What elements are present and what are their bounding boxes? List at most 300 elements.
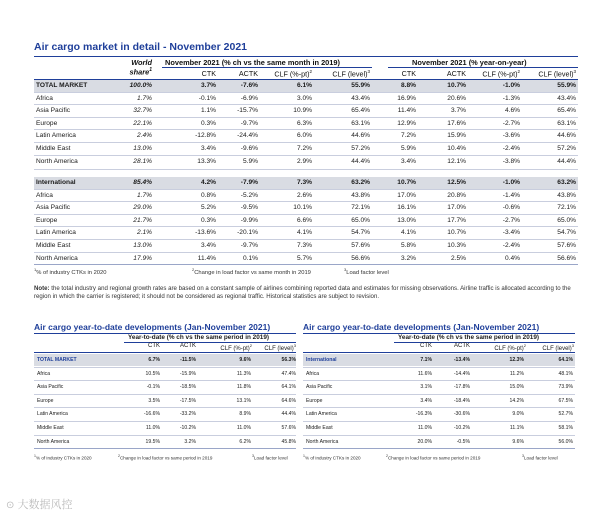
row-value-cell: 57.2% <box>351 145 370 152</box>
ytd-row-region-label: North America <box>306 438 339 445</box>
ytd-row-value-cell: -15.9% <box>179 370 196 377</box>
row-value-cell: 72.1% <box>557 204 576 212</box>
ytd-row-value-cell: -0.1% <box>146 384 160 391</box>
row-world-share: 13.0% <box>133 145 152 152</box>
group1-underline <box>162 67 372 68</box>
ytd-row-value-cell: 11.1% <box>509 425 524 431</box>
row-region-label: Latin America <box>36 229 76 237</box>
ytd-right-col-ctk: CTK <box>420 343 432 349</box>
row-value-cell: 0.4% <box>504 254 520 262</box>
col-actk-2: ACTK <box>446 69 466 78</box>
ytd-row-value-cell: 3.4% <box>420 397 432 404</box>
section-gap-rule <box>34 169 578 170</box>
ytd-row-separator <box>34 380 296 381</box>
ytd-row-value-cell: 11.3% <box>236 370 251 377</box>
ytd-row-value-cell: 19.5% <box>145 438 160 445</box>
ytd-left-footnote-2-text: Change in load factor vs same period in 2019 <box>119 455 213 461</box>
row-value-cell: -5.2% <box>240 191 258 199</box>
ytd-row-value-cell: 67.5% <box>558 397 573 404</box>
row-world-share: 100.0% <box>129 82 152 89</box>
ytd-row-value-cell: -10.2% <box>453 425 470 431</box>
ytd-right-col-clfpt <box>474 343 526 352</box>
ytd-right-header-rule <box>303 352 575 353</box>
col-clflvl-2-sup: 3 <box>573 69 576 74</box>
ytd-row-value-cell: 11.0% <box>145 425 160 431</box>
row-value-cell: 10.7% <box>397 179 416 186</box>
row-separator <box>34 142 578 143</box>
row-value-cell: -0.6% <box>502 204 520 212</box>
row-value-cell: 5.9% <box>242 157 258 165</box>
ytd-row-value-cell: 6.7% <box>148 357 160 363</box>
ytd-row-separator <box>303 394 575 395</box>
row-value-cell: -20.1% <box>237 229 258 237</box>
row-value-cell: -9.5% <box>240 204 258 212</box>
main-table-title: Air cargo market in detail - November 2021 <box>34 41 247 53</box>
row-separator <box>34 189 578 190</box>
row-value-cell: 10.1% <box>293 204 312 212</box>
col-clflvl-1 <box>318 69 370 78</box>
row-value-cell: 12.5% <box>447 179 466 186</box>
ytd-row-separator <box>303 435 575 436</box>
row-world-share: 21.7% <box>133 216 152 224</box>
row-value-cell: 7.2% <box>400 132 416 140</box>
ytd-right-foot-rule <box>303 448 575 449</box>
ytd-left-footnote-3: $^3$Load factor level <box>252 454 288 461</box>
ytd-row-region-label: Africa <box>306 370 320 377</box>
row-value-cell: -1.4% <box>502 191 520 199</box>
col-ctk-1: CTK <box>201 69 216 78</box>
row-value-cell: 4.1% <box>296 229 312 237</box>
row-value-cell: 10.3% <box>447 242 466 249</box>
row-value-cell: 55.9% <box>557 82 576 89</box>
row-value-cell: 72.1% <box>351 204 370 212</box>
row-separator <box>34 239 578 240</box>
row-separator <box>34 104 578 105</box>
footnote-3: $^3$Load factor level <box>344 267 389 276</box>
row-value-cell: 2.9% <box>296 157 312 165</box>
ytd-right-col-actk: ACTK <box>453 343 470 349</box>
row-region-label: International <box>36 179 76 186</box>
row-world-share: 29.0% <box>133 204 152 212</box>
ytd-left-header-rule <box>34 352 296 353</box>
row-region-label: Africa <box>36 191 53 199</box>
row-value-cell: 6.0% <box>296 132 312 140</box>
world-share-text: share <box>129 67 150 77</box>
row-value-cell: 44.6% <box>557 132 576 140</box>
row-value-cell: 57.6% <box>557 242 576 249</box>
row-separator <box>34 214 578 215</box>
ytd-left-footnote-1-text: % of industry CTKs in 2020 <box>35 455 92 461</box>
ytd-row-region-label: Africa <box>37 370 51 377</box>
row-value-cell: -9.7% <box>240 242 258 249</box>
row-separator <box>34 155 578 156</box>
ytd-row-value-cell: 45.8% <box>281 438 296 445</box>
row-value-cell: 17.6% <box>447 119 466 127</box>
row-value-cell: -6.9% <box>240 94 258 102</box>
row-value-cell: 12.1% <box>447 157 466 165</box>
row-value-cell: 65.4% <box>351 107 370 115</box>
row-value-cell: 7.2% <box>296 145 312 152</box>
row-value-cell: 55.9% <box>351 82 370 89</box>
row-world-share: 1.7% <box>136 94 152 102</box>
ytd-right-title: Air cargo year-to-date developments (Jan-November 2021) <box>303 322 540 332</box>
row-value-cell: 5.2% <box>200 204 216 212</box>
row-value-cell: -3.8% <box>502 157 520 165</box>
ytd-row-region-label: Middle East <box>37 425 64 431</box>
note-text: the total industry and regional growth rates are based on a constant sample of airlines combining reported data and estimates for missing observations. Airline traffic is allocated according to the region in which the carrier is registered; it should not be considered as regional traffic. Historical statistics are subject to revision. <box>34 285 571 300</box>
ytd-row-region-label: Latin America <box>37 411 68 418</box>
col-clfpt-1-text: CLF (%-pt) <box>274 69 310 79</box>
row-value-cell: 7.3% <box>296 179 312 186</box>
ytd-row-value-cell: -13.4% <box>453 357 470 363</box>
row-value-cell: -3.6% <box>502 132 520 140</box>
row-value-cell: -13.6% <box>195 229 216 237</box>
ytd-row-region-label: Asia Pacific <box>306 384 333 391</box>
ytd-row-region-label: Middle East <box>306 425 333 431</box>
row-value-cell: 11.4% <box>197 254 216 262</box>
ytd-row-value-cell: 6.2% <box>239 438 251 445</box>
row-value-cell: 0.8% <box>200 191 216 199</box>
row-value-cell: 63.2% <box>557 179 576 186</box>
ytd-row-value-cell: 64.1% <box>558 357 573 363</box>
footnote-rule <box>34 264 578 265</box>
ytd-left-footnote-3-text: Load factor level <box>253 455 288 461</box>
row-value-cell: 5.8% <box>400 242 416 249</box>
ytd-row-separator <box>34 394 296 395</box>
row-value-cell: 2.6% <box>296 191 312 199</box>
row-value-cell: 65.0% <box>557 216 576 224</box>
ytd-left-footnote-1: $^1$% of industry CTKs in 2020 <box>34 454 92 461</box>
row-separator <box>34 92 578 93</box>
row-value-cell: 63.1% <box>351 119 370 127</box>
ytd-row-value-cell: 44.4% <box>281 411 296 418</box>
row-value-cell: 3.4% <box>200 242 216 249</box>
row-value-cell: -9.9% <box>240 216 258 224</box>
ytd-row-value-cell: 73.9% <box>558 384 573 391</box>
ytd-row-value-cell: 48.1% <box>558 370 573 377</box>
row-value-cell: 43.4% <box>351 94 370 102</box>
ytd-row-value-cell: 64.1% <box>281 384 296 391</box>
ytd-row-value-cell: 57.6% <box>281 425 296 431</box>
row-value-cell: 54.7% <box>351 229 370 237</box>
ytd-row-separator <box>303 380 575 381</box>
watermark <box>6 496 72 512</box>
ytd-row-value-cell: -33.2% <box>179 411 196 418</box>
ytd-row-value-cell: -11.5% <box>180 357 196 363</box>
note-paragraph <box>34 285 582 301</box>
row-value-cell: 20.8% <box>447 191 466 199</box>
ytd-row-value-cell: 3.2% <box>184 438 196 445</box>
row-region-label: TOTAL MARKET <box>36 82 88 89</box>
row-value-cell: 56.6% <box>351 254 370 262</box>
row-separator <box>34 226 578 227</box>
col-clfpt-2-text: CLF (%-pt) <box>482 69 518 79</box>
ytd-row-value-cell: 52.7% <box>558 411 573 418</box>
ytd-left-col-clflvl <box>248 343 296 352</box>
col-clflvl-2 <box>522 69 576 78</box>
row-value-cell: 6.1% <box>296 82 312 89</box>
row-value-cell: 5.7% <box>296 254 312 262</box>
row-value-cell: 0.3% <box>200 216 216 224</box>
ytd-row-value-cell: 11.6% <box>417 370 432 377</box>
ytd-left-col-clfpt-sup: 2 <box>249 343 252 348</box>
row-value-cell: 2.5% <box>450 254 466 262</box>
ytd-left-title: Air cargo year-to-date developments (Jan-November 2021) <box>34 322 271 332</box>
row-value-cell: 4.2% <box>200 179 216 186</box>
ytd-row-value-cell: 11.8% <box>236 384 251 391</box>
group2-header: November 2021 (% year-on-year) <box>412 58 527 67</box>
row-value-cell: 13.0% <box>397 216 416 224</box>
ytd-right-col-clflvl-sup: 3 <box>571 343 574 348</box>
row-separator <box>34 117 578 118</box>
row-world-share: 85.4% <box>133 179 152 186</box>
watermark-text: 大数据风控 <box>17 499 73 511</box>
ytd-row-value-cell: 13.1% <box>236 397 251 404</box>
row-value-cell: -2.7% <box>502 119 520 127</box>
col-actk-1: ACTK <box>238 69 258 78</box>
row-region-label: Middle East <box>36 145 71 152</box>
row-value-cell: -9.6% <box>240 145 258 152</box>
world-share-label: World <box>131 58 152 67</box>
ytd-row-separator <box>34 367 296 368</box>
row-value-cell: 17.0% <box>397 191 416 199</box>
row-value-cell: 43.8% <box>351 191 370 199</box>
row-value-cell: 13.3% <box>197 157 216 165</box>
ytd-row-separator <box>303 407 575 408</box>
col-clfpt-1-sup: 2 <box>309 69 312 74</box>
ytd-row-value-cell: 10.5% <box>145 370 160 377</box>
row-world-share: 17.9% <box>133 254 152 262</box>
row-value-cell: -7.6% <box>240 82 258 89</box>
row-value-cell: 56.6% <box>557 254 576 262</box>
row-value-cell: 6.6% <box>296 216 312 224</box>
ytd-row-value-cell: 56.0% <box>558 438 573 445</box>
ytd-left-footnote-2: $^2$Change in load factor vs same period in 2019 <box>118 454 213 461</box>
row-value-cell: 10.9% <box>293 107 312 115</box>
ytd-row-value-cell: 15.0% <box>509 384 524 391</box>
row-value-cell: 17.7% <box>447 216 466 224</box>
row-value-cell: -1.0% <box>502 179 520 186</box>
ytd-row-value-cell: 14.2% <box>509 397 524 404</box>
ytd-row-separator <box>34 421 296 422</box>
ytd-row-value-cell: 9.0% <box>512 411 524 418</box>
ytd-row-region-label: Europe <box>306 397 323 404</box>
row-region-label: Africa <box>36 94 53 102</box>
ytd-right-col-clflvl <box>524 343 574 352</box>
row-world-share: 22.1% <box>133 119 152 127</box>
ytd-row-value-cell: -16.6% <box>143 411 160 418</box>
ytd-row-separator <box>34 435 296 436</box>
ytd-row-value-cell: -18.4% <box>453 397 470 404</box>
row-value-cell: 10.7% <box>447 229 466 237</box>
footnote-1-text: % of industry CTKs in 2020 <box>36 269 107 276</box>
row-separator <box>34 129 578 130</box>
row-value-cell: -15.7% <box>237 107 258 115</box>
row-value-cell: 10.4% <box>447 145 466 152</box>
ytd-right-col-clfpt-text: CLF (%-pt) <box>494 346 524 352</box>
ytd-row-separator <box>303 421 575 422</box>
row-value-cell: 3.4% <box>200 145 216 152</box>
row-value-cell: 3.0% <box>296 94 312 102</box>
row-value-cell: 4.6% <box>504 107 520 115</box>
ytd-row-value-cell: -0.5% <box>456 438 470 445</box>
ytd-row-separator <box>34 407 296 408</box>
row-value-cell: 3.4% <box>400 157 416 165</box>
row-value-cell: -0.1% <box>198 94 216 102</box>
row-value-cell: 57.6% <box>351 242 370 249</box>
row-value-cell: 0.1% <box>242 254 258 262</box>
row-world-share: 13.0% <box>133 242 152 249</box>
row-world-share: 32.7% <box>133 107 152 115</box>
ytd-right-footnote-3: $^3$Load factor level <box>522 454 558 461</box>
row-value-cell: -2.4% <box>502 145 520 152</box>
row-value-cell: 44.4% <box>557 157 576 165</box>
col-ctk-2: CTK <box>401 69 416 78</box>
ytd-right-footnote-2-text: Change in load factor vs same period in 2019 <box>387 455 481 461</box>
row-value-cell: 63.2% <box>351 179 370 186</box>
ytd-row-value-cell: 64.6% <box>281 397 296 404</box>
row-value-cell: -24.4% <box>237 132 258 140</box>
row-value-cell: 65.4% <box>557 107 576 115</box>
ytd-row-value-cell: 8.9% <box>239 411 251 418</box>
row-value-cell: -3.4% <box>502 229 520 237</box>
ytd-row-value-cell: 12.3% <box>509 357 524 363</box>
ytd-row-region-label: Latin America <box>306 411 337 418</box>
ytd-right-header: Year-to-date (% ch vs the same period in 2019) <box>398 334 539 341</box>
ytd-row-value-cell: 58.1% <box>558 425 573 431</box>
ytd-row-value-cell: -18.5% <box>179 384 196 391</box>
row-value-cell: 4.1% <box>400 229 416 237</box>
col-clfpt-2-sup: 2 <box>517 69 520 74</box>
ytd-right-footnote-1-text: % of industry CTKs in 2020 <box>304 455 361 461</box>
row-value-cell: -9.7% <box>240 119 258 127</box>
row-world-share: 2.1% <box>136 229 152 237</box>
row-value-cell: -7.9% <box>240 179 258 186</box>
ytd-row-value-cell: 3.5% <box>148 397 160 404</box>
row-world-share: 1.7% <box>136 191 152 199</box>
ytd-row-value-cell: -30.6% <box>453 411 470 418</box>
ytd-left-col-clfpt <box>200 343 252 352</box>
world-share-label-2 <box>108 67 152 76</box>
row-value-cell: 63.1% <box>557 119 576 127</box>
ytd-row-value-cell: 3.1% <box>420 384 432 391</box>
row-region-label: Asia Pacific <box>36 204 71 212</box>
row-value-cell: 3.7% <box>200 82 216 89</box>
row-region-label: Asia Pacific <box>36 107 71 115</box>
title-rule <box>34 56 578 57</box>
row-region-label: North America <box>36 157 78 165</box>
ytd-right-footnote-3-text: Load factor level <box>523 455 558 461</box>
row-value-cell: -1.0% <box>502 82 520 89</box>
row-value-cell: 0.3% <box>200 119 216 127</box>
ytd-right-footnote-1: $^1$% of industry CTKs in 2020 <box>303 454 361 461</box>
row-value-cell: 16.9% <box>397 94 416 102</box>
ytd-row-region-label: Europe <box>37 397 54 404</box>
ytd-row-value-cell: 7.1% <box>420 357 432 363</box>
ytd-left-col-clflvl-text: CLF (level) <box>264 346 294 352</box>
row-region-label: Middle East <box>36 242 71 249</box>
row-value-cell: 20.6% <box>447 94 466 102</box>
row-world-share: 28.1% <box>133 157 152 165</box>
row-value-cell: 17.0% <box>447 204 466 212</box>
ytd-row-value-cell: -17.8% <box>453 384 470 391</box>
ytd-row-value-cell: 11.2% <box>509 370 524 377</box>
row-value-cell: 7.3% <box>296 242 312 249</box>
row-value-cell: 10.7% <box>447 82 466 89</box>
ytd-left-col-clflvl-sup: 3 <box>293 343 296 348</box>
col-clflvl-1-sup: 3 <box>367 69 370 74</box>
row-value-cell: 3.7% <box>450 107 466 115</box>
row-value-cell: 44.4% <box>351 157 370 165</box>
row-value-cell: 3.2% <box>400 254 416 262</box>
ytd-row-region-label: North America <box>37 438 70 445</box>
ytd-left-col-clfpt-text: CLF (%-pt) <box>220 346 250 352</box>
row-value-cell: 15.9% <box>447 132 466 140</box>
ytd-right-col-clfpt-sup: 2 <box>523 343 526 348</box>
group1-header: November 2021 (% ch vs the same month in 2019) <box>165 58 340 67</box>
row-value-cell: -2.7% <box>502 216 520 224</box>
ytd-left-foot-rule <box>34 448 296 449</box>
row-value-cell: 16.1% <box>397 204 416 212</box>
ytd-right-col-clflvl-text: CLF (level) <box>542 346 572 352</box>
ytd-row-value-cell: 11.0% <box>417 425 432 431</box>
ytd-row-value-cell: -10.2% <box>179 425 196 431</box>
ytd-row-value-cell: 47.4% <box>281 370 296 377</box>
ytd-row-value-cell: 56.3% <box>281 357 296 363</box>
footnote-2-text: Change in load factor vs same month in 2019 <box>194 269 311 276</box>
col-clfpt-2 <box>472 69 520 78</box>
row-value-cell: 6.3% <box>296 119 312 127</box>
group2-underline <box>388 67 578 68</box>
footnote-1: $^1$% of industry CTKs in 2020 <box>34 267 107 276</box>
watermark-icon: ⊙ <box>6 500 15 511</box>
row-value-cell: -12.8% <box>195 132 216 140</box>
ytd-row-value-cell: 11.0% <box>236 425 251 431</box>
footnote-3-text: Load factor level <box>346 269 389 276</box>
row-value-cell: 8.8% <box>400 82 416 89</box>
row-separator <box>34 252 578 253</box>
col-clflvl-1-text: CLF (level) <box>332 69 368 79</box>
row-region-label: Europe <box>36 119 58 127</box>
row-value-cell: 65.0% <box>351 216 370 224</box>
row-region-label: Latin America <box>36 132 76 140</box>
ytd-row-value-cell: -14.4% <box>453 370 470 377</box>
col-clflvl-2-text: CLF (level) <box>538 69 574 79</box>
ytd-row-value-cell: 9.6% <box>512 438 524 445</box>
row-world-share: 2.4% <box>136 132 152 140</box>
footnote-2: $^2$Change in load factor vs same month in 2019 <box>192 267 311 276</box>
row-region-label: North America <box>36 254 78 262</box>
ytd-row-region-label: TOTAL MARKET <box>37 357 77 363</box>
row-value-cell: -1.3% <box>502 94 520 102</box>
row-value-cell: 12.9% <box>397 119 416 127</box>
ytd-left-header: Year-to-date (% ch vs the same period in 2019) <box>128 334 269 341</box>
ytd-row-value-cell: 9.6% <box>239 357 251 363</box>
row-value-cell: -2.4% <box>502 242 520 249</box>
ytd-row-region-label: Asia Pacific <box>37 384 64 391</box>
row-value-cell: 43.4% <box>557 94 576 102</box>
ytd-right-footnote-2: $^2$Change in load factor vs same period in 2019 <box>386 454 481 461</box>
row-separator <box>34 201 578 202</box>
row-value-cell: 11.4% <box>397 107 416 115</box>
note-bold: Note: <box>34 285 50 292</box>
col-clfpt-1 <box>264 69 312 78</box>
ytd-row-separator <box>303 367 575 368</box>
ytd-row-value-cell: -16.3% <box>415 411 432 418</box>
row-region-label: Europe <box>36 216 58 224</box>
ytd-row-region-label: International <box>306 357 337 363</box>
ytd-row-value-cell: -17.5% <box>179 397 196 404</box>
